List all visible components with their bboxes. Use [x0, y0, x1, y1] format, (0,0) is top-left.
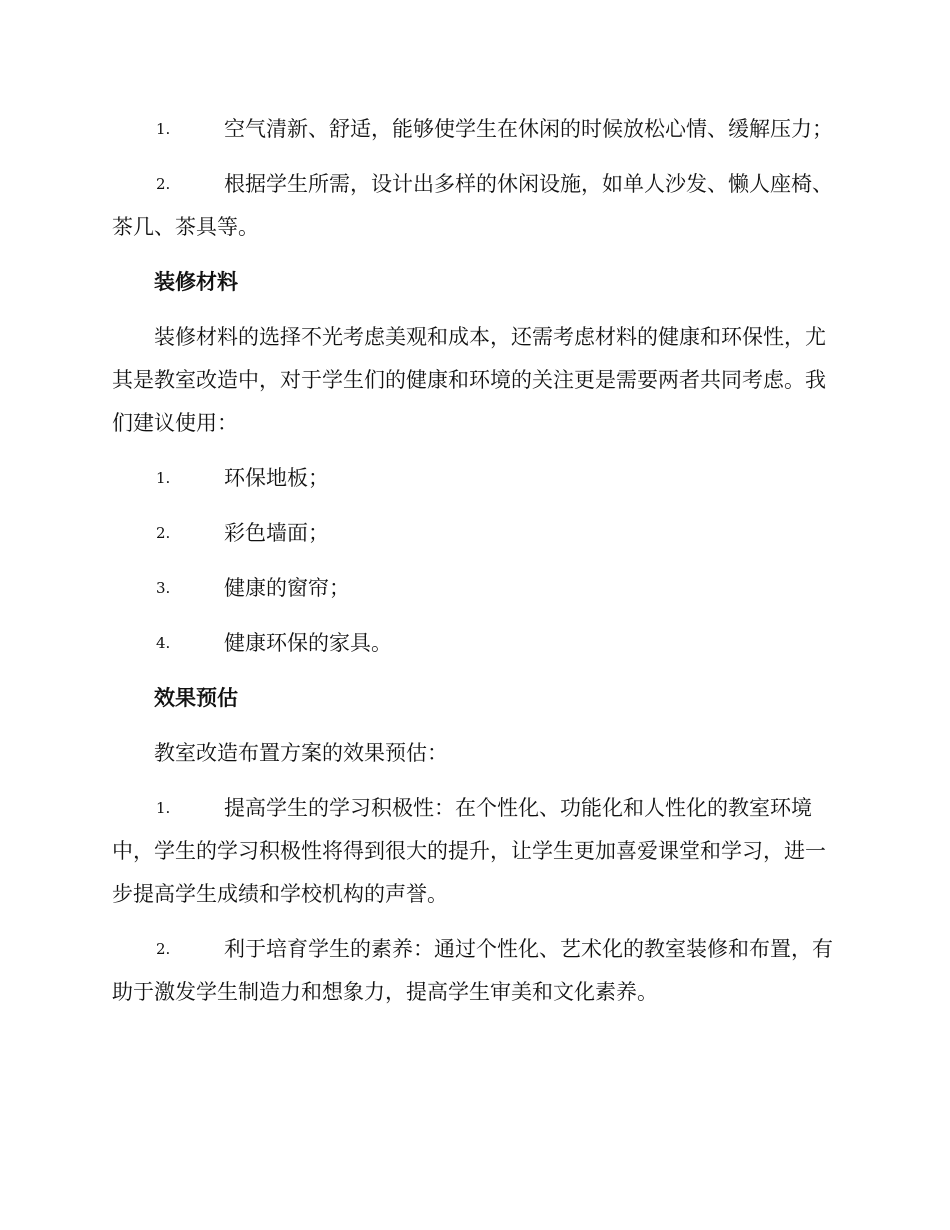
- list-item: [112, 787, 840, 916]
- document-body: [112, 108, 840, 1014]
- list-number: 2.: [156, 175, 171, 193]
- list-text: 空气清新、舒适，能够使学生在休闲的时候放松心情、缓解压力；: [224, 117, 833, 141]
- materials-paragraph: 装修材料的选择不光考虑美观和成本，还需考虑材料的健康和环保性，尤其是教室改造中，对于学生们的健康和环境的关注更是需要两者共同考虑。我们建议使用：: [112, 325, 826, 435]
- section-heading-effects: 效果预估: [154, 686, 238, 710]
- list-item: [112, 108, 840, 151]
- list-text: 利于培育学生的素养：通过个性化、艺术化的教室装修和布置，有助于激发学生制造力和想象力，提高学生审美和文化素养。: [112, 937, 833, 1004]
- list-item: [112, 457, 840, 500]
- list-text: 健康的窗帘；: [224, 576, 350, 600]
- list-text: 根据学生所需，设计出多样的休闲设施，如单人沙发、懒人座椅、茶几、茶具等。: [112, 172, 833, 239]
- list-number: 3.: [156, 579, 171, 597]
- list-item: [112, 567, 840, 610]
- list-number: 1.: [156, 799, 171, 817]
- list-number: 1.: [156, 469, 171, 487]
- list-text: 彩色墙面；: [224, 521, 329, 545]
- list-item: [112, 163, 840, 249]
- list-number: 1.: [156, 120, 171, 138]
- list-text: 健康环保的家具。: [224, 631, 392, 655]
- section-heading-materials: 装修材料: [154, 270, 238, 294]
- list-item: [112, 622, 840, 665]
- list-item: [112, 512, 840, 555]
- list-item: [112, 928, 840, 1014]
- list-text: 提高学生的学习积极性：在个性化、功能化和人性化的教室环境中，学生的学习积极性将得到很大的提升，让学生更加喜爱课堂和学习，进一步提高学生成绩和学校机构的声誉。: [112, 796, 826, 906]
- list-text: 环保地板；: [224, 466, 329, 490]
- list-number: 2.: [156, 524, 171, 542]
- list-number: 4.: [156, 634, 171, 652]
- effects-paragraph: 教室改造布置方案的效果预估：: [154, 741, 448, 765]
- list-number: 2.: [156, 940, 171, 958]
